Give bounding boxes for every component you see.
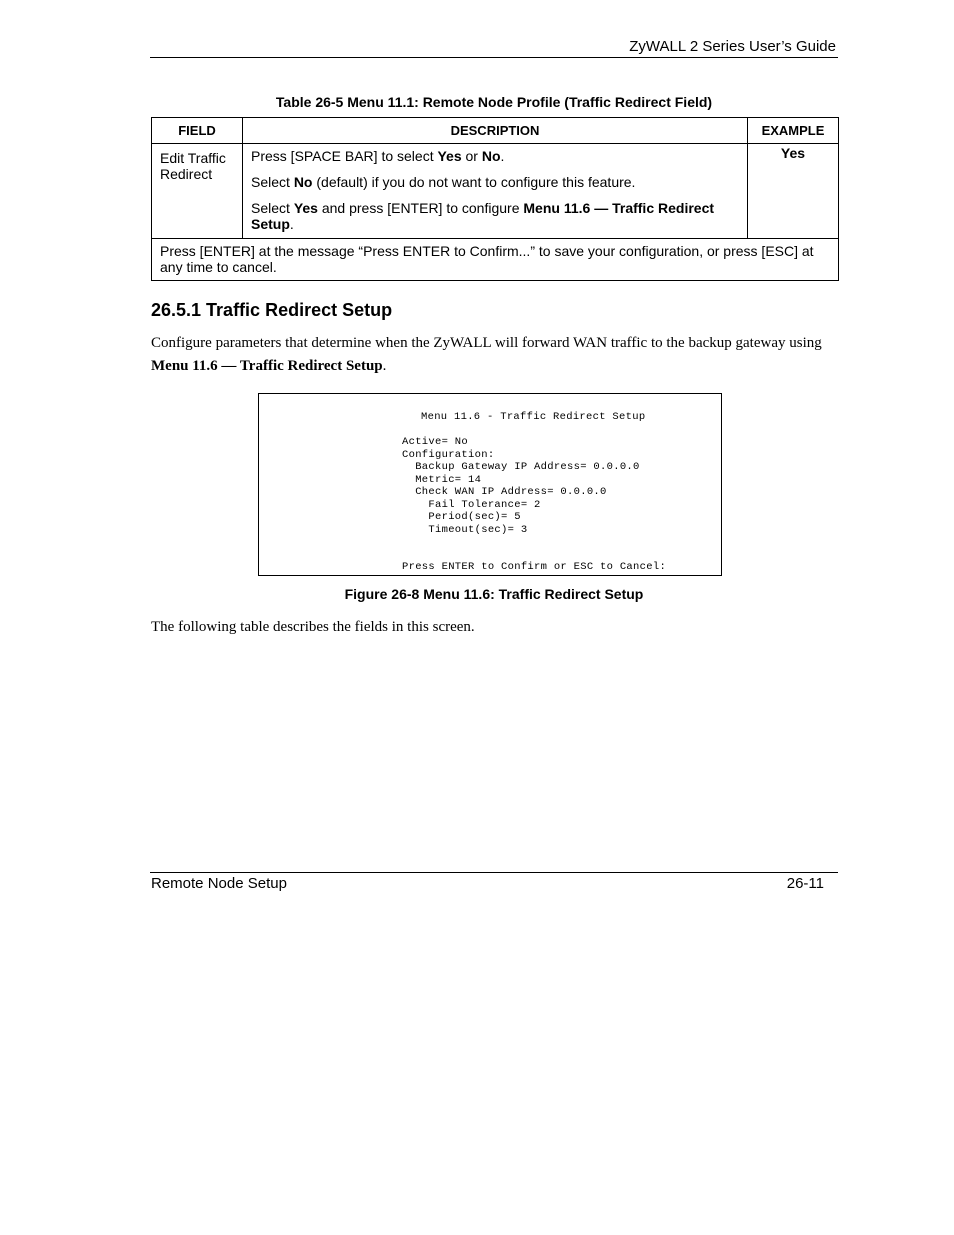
table-note-row	[152, 239, 839, 281]
footer-page-number: 26-11	[786, 875, 824, 892]
terminal-line: Metric= 14	[402, 474, 482, 486]
text-run: or	[461, 148, 482, 164]
terminal-line: Timeout(sec)= 3	[402, 524, 528, 536]
text-run: and press [ENTER] to configure	[317, 200, 524, 216]
terminal-prompt: Press ENTER to Confirm or ESC to Cancel:	[402, 561, 667, 573]
bold-run: Menu 11.6 — Traffic Redirect Setup	[251, 200, 715, 232]
running-header-title: ZyWALL 2 Series User’s Guide	[629, 38, 836, 55]
text-run: (default) if you do not want to configure this feature.	[312, 174, 636, 190]
table-row	[152, 144, 839, 239]
text-run: Select	[251, 200, 294, 216]
text-run: .	[382, 358, 387, 374]
header-example: EXAMPLE	[748, 118, 839, 144]
field-cell: Edit Traffic Redirect	[152, 144, 243, 239]
text-run: Select	[251, 174, 294, 190]
text-run: Press [SPACE BAR] to select	[251, 148, 438, 164]
bold-run: Yes	[293, 200, 318, 216]
section-heading: 26.5.1 Traffic Redirect Setup	[151, 300, 393, 320]
table-note: Press [ENTER] at the message “Press ENTER to Confirm...” to save your configuration, or press [ESC] at any time to cancel.	[152, 239, 839, 281]
header-rule	[150, 57, 838, 58]
terminal-title: Menu 11.6 - Traffic Redirect Setup	[421, 411, 646, 423]
description-cell	[243, 144, 748, 239]
description-line-3	[251, 200, 739, 232]
terminal-line: Period(sec)= 5	[402, 511, 521, 523]
footer-rule	[150, 872, 838, 873]
bold-run: No	[481, 148, 501, 164]
table-header-row	[152, 118, 839, 144]
terminal-line: Check WAN IP Address= 0.0.0.0	[402, 486, 607, 498]
terminal-line: Backup Gateway IP Address= 0.0.0.0	[402, 461, 640, 473]
terminal-line: Fail Tolerance= 2	[402, 499, 541, 511]
terminal-screen	[258, 393, 722, 576]
text-run: .	[500, 148, 505, 164]
example-cell: Yes	[748, 144, 839, 239]
closing-paragraph: The following table describes the fields in this screen.	[151, 619, 475, 635]
table-caption: Table 26-5 Menu 11.1: Remote Node Profile (Traffic Redirect Field)	[275, 94, 713, 110]
text-run: Configure parameters that determine when the ZyWALL will forward WAN traffic to the backup gateway using	[151, 335, 822, 351]
terminal-line: Active= No	[402, 436, 469, 448]
terminal-line: Configuration:	[402, 449, 495, 461]
description-line-2	[251, 174, 739, 190]
footer-chapter: Remote Node Setup	[151, 875, 287, 892]
description-line-1	[251, 148, 739, 164]
header-field: FIELD	[152, 118, 243, 144]
bold-run: No	[293, 174, 313, 190]
bold-run: Menu 11.6 — Traffic Redirect Setup	[151, 358, 383, 374]
field-description-table	[151, 117, 839, 281]
bold-run: Yes	[437, 148, 462, 164]
text-run: .	[289, 216, 294, 232]
header-description: DESCRIPTION	[243, 118, 748, 144]
figure-caption: Figure 26-8 Menu 11.6: Traffic Redirect Setup	[344, 586, 644, 602]
intro-paragraph	[151, 332, 841, 378]
